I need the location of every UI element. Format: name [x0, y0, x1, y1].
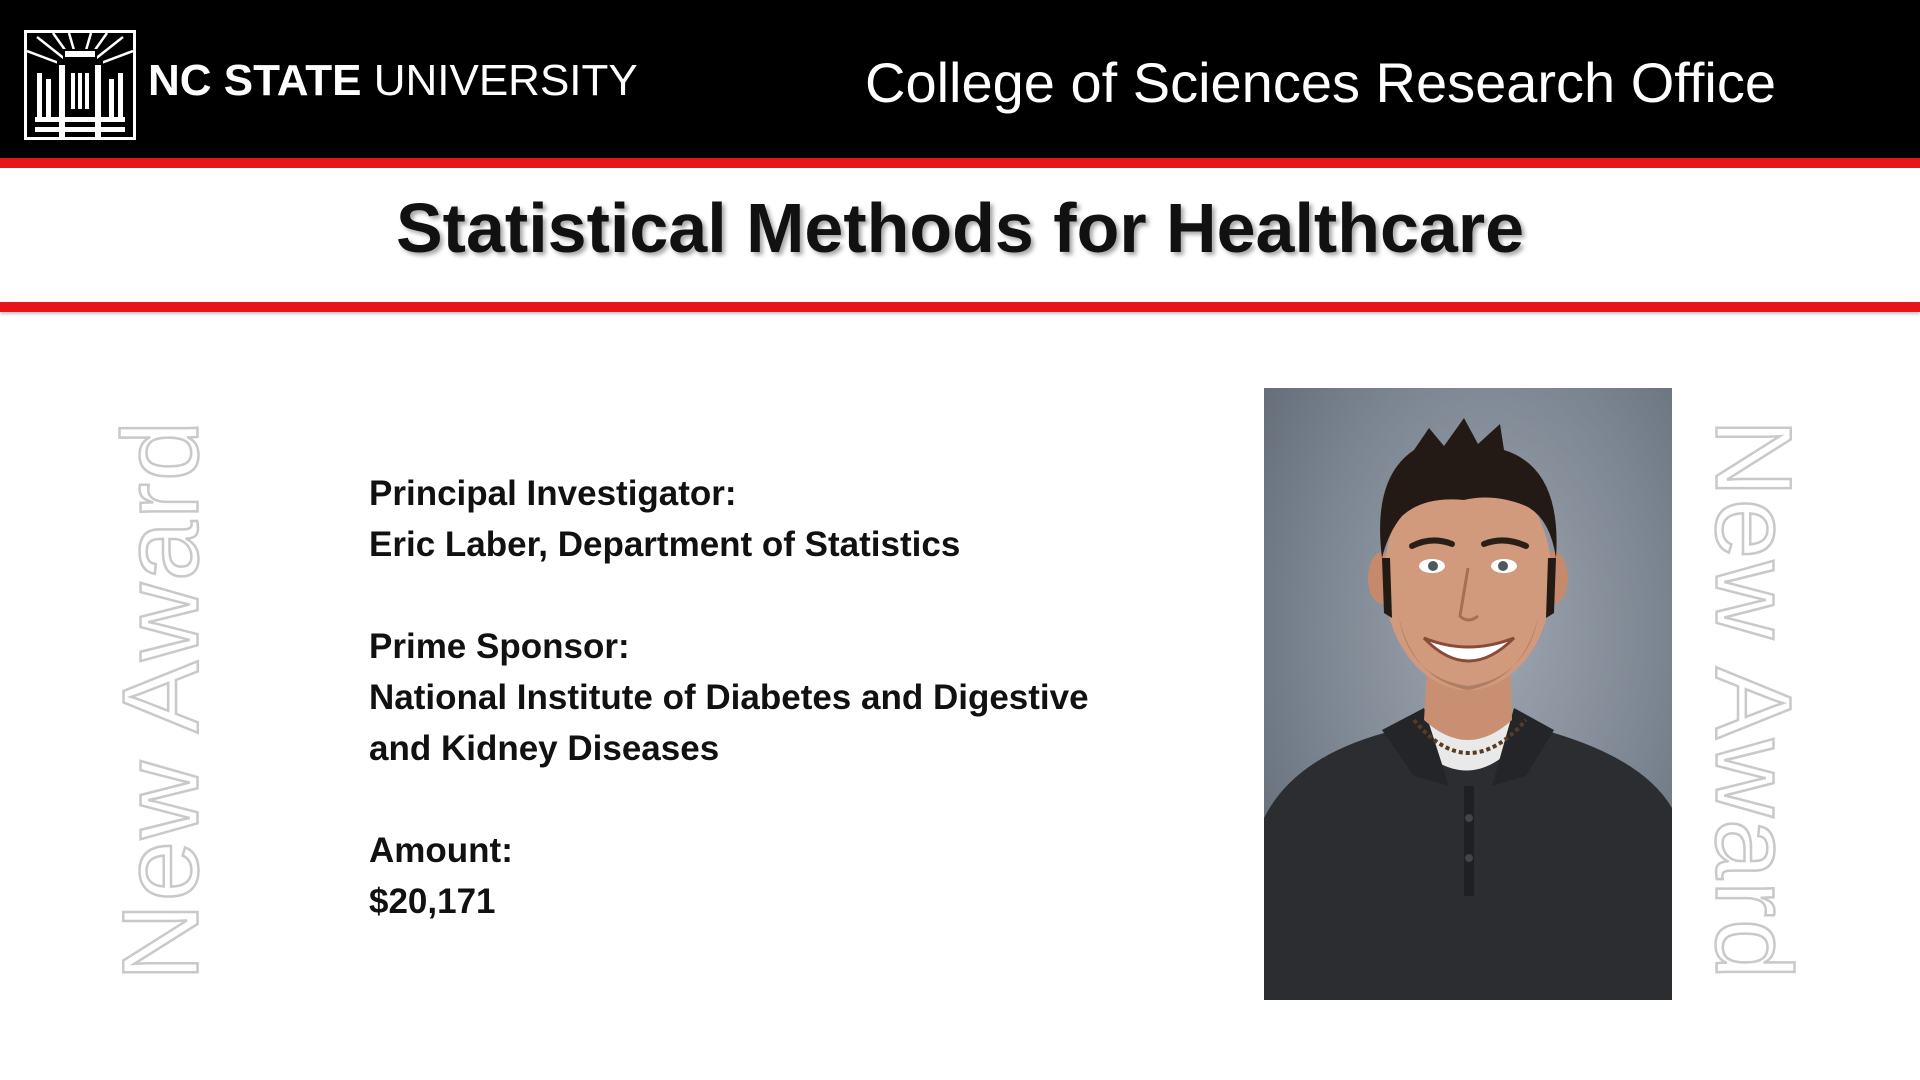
university-wordmark: [148, 56, 638, 106]
header-accent-line: [0, 158, 1920, 168]
new-award-watermark-right: New Award: [1693, 418, 1815, 982]
sponsor-line-1: National Institute of Diabetes and Digestive: [369, 678, 1089, 717]
title-accent-line: [0, 302, 1920, 312]
office-title: College of Sciences Research Office: [865, 51, 1776, 114]
investigator-photo: [1264, 388, 1672, 1000]
wordmark-regular: UNIVERSITY: [361, 56, 638, 105]
portrait-image: [1264, 388, 1672, 1000]
tower-icon: [27, 33, 133, 137]
ncsu-tower-logo-icon: [24, 30, 136, 140]
sponsor-label: Prime Sponsor:: [369, 627, 630, 666]
pi-value: Eric Laber, Department of Statistics: [369, 525, 961, 564]
amount-value: $20,171: [369, 882, 496, 921]
wordmark-bold: NC STATE: [148, 56, 362, 105]
pi-label: Principal Investigator:: [369, 474, 737, 513]
new-award-watermark-left: New Award: [99, 418, 221, 982]
sponsor-line-2: and Kidney Diseases: [369, 729, 720, 768]
award-details: [369, 468, 1189, 927]
header-bar: [0, 0, 1920, 158]
amount-label: Amount:: [369, 831, 513, 870]
slide-title: Statistical Methods for Healthcare: [395, 189, 1525, 267]
